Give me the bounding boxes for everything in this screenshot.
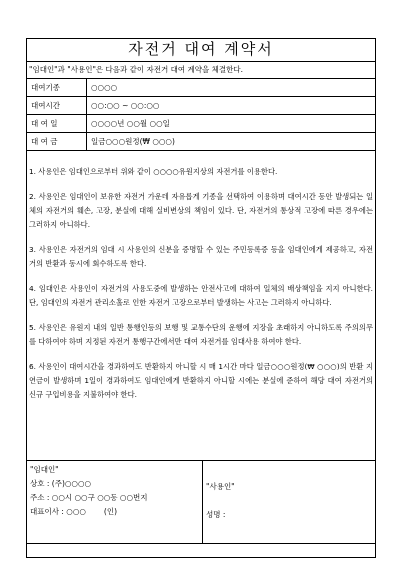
clause-3: 3. 사용인은 자전거의 임대 시 사용인의 신분을 증명할 수 있는 주민등록증 등을 임대인에게 제공하고, 자전거의 반환과 동시에 회수하도록 한다. — [29, 245, 373, 268]
contract-clauses — [29, 165, 373, 413]
table-row — [27, 79, 376, 97]
table-row — [27, 115, 376, 133]
lessor-heading: "임대인" — [30, 465, 59, 474]
table-row — [27, 97, 376, 115]
lessor-company: 상호 : (주)○○○○ — [30, 479, 92, 488]
signature-divider — [202, 461, 203, 543]
lessee-heading: "사용인" — [206, 482, 235, 491]
lessee-block — [206, 481, 371, 521]
lessor-representative: 대표이사 : ○○○ — [30, 507, 86, 516]
rental-model-value: ○○○○ — [87, 79, 376, 97]
clause-4: 4. 임대인은 사용인이 자전거의 사용도중에 발생하는 안전사고에 대하여 일체의 배상책임을 지지 아니한다. 단, 임대인의 자전거 관리소홀로 인한 자전거 고장으로부터 발생하는 사고는 그러하지 아니하다. — [29, 284, 373, 307]
rental-fee-label: 대 여 금 — [27, 133, 87, 151]
rental-time-value: ○○:○○ ~ ○○:○○ — [87, 97, 376, 115]
lessee-name-field[interactable]: 성명 : — [206, 510, 226, 519]
seal-mark: (인) — [103, 507, 118, 516]
lessor-block — [30, 463, 198, 519]
rental-date-value: ○○○○년 ○○월 ○○일 — [87, 115, 376, 133]
clause-2: 2. 사용인은 임대인이 보유한 자전거 가운데 자유롭게 기종을 선택하여 이용하며 대여시간 동안 발생되는 일체의 자전거의 훼손, 고장, 분실에 대해 실비변상의 책임이 있다. 단, 자전거의 통상적 고장에 따른 경우에는 그러하지 아니하다. — [29, 192, 373, 229]
rental-fee-value: 일금○○○원정(₩ ○○○) — [87, 133, 376, 151]
rental-model-label: 대여기종 — [27, 79, 87, 97]
signature-bottom-line — [26, 543, 376, 544]
rental-time-label: 대여시간 — [27, 97, 87, 115]
table-row — [27, 133, 376, 151]
clause-6: 6. 사용인이 대여시간을 경과하여도 반환하지 아니할 시 매 1시간 마다 일금○○○원정(₩ ○○○)의 반환 지연금이 발생하며 1일이 경과하여도 임대인에게 반환하지 아니할 시에는 분실에 준하여 해당 대여 자전거의 신규 구입비용을 지불하여야 한다. — [29, 362, 373, 399]
lessor-representative-line — [30, 505, 198, 519]
intro-text: "임대인"과 "사용인"은 다음과 같이 자전거 대여 계약을 체결한다. — [29, 65, 243, 74]
document-title: 자전거 대여 계약서 — [26, 38, 376, 62]
rental-date-label: 대 여 일 — [27, 115, 87, 133]
clause-1: 1. 사용인은 임대인으로부터 위와 같이 ○○○○유원지상의 자전거를 이용한다. — [29, 167, 278, 176]
signature-section — [26, 460, 376, 558]
rental-info-table — [26, 78, 376, 151]
clause-5: 5. 사용인은 유원지 내의 일반 통행인등의 보행 및 교통수단의 운행에 지장을 초래하지 아니하도록 주의의무를 다하여야 하며 지정된 자전거 통행구간에서만 대여 자전거를 임대사용 하여야 한다. — [29, 323, 373, 346]
lessor-address: 주소 : ○○시 ○○구 ○○동 ○○번지 — [30, 493, 148, 502]
